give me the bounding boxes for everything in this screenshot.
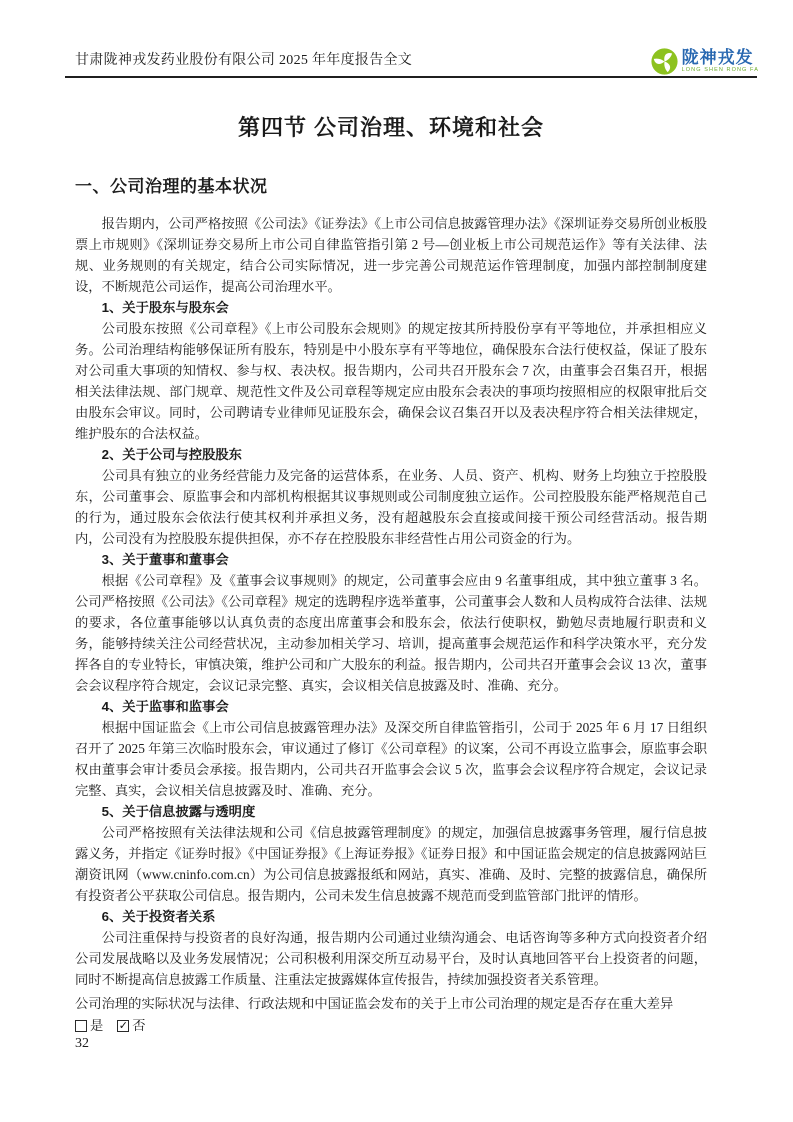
- body-paragraph: 根据中国证监会《上市公司信息披露管理办法》及深交所自律监管指引，公司于 2025 年 6 月 17 日组织召开了 2025 年第三次临时股东会，审议通过了修订《公司章程》的议案，公司不再设立监事会，原监事会职权由董事会审计委员会承接。报告期内，公司共召开监事会会议 5 次，监事会会议程序符合规定，会议记录完整、真实，会议相关信息披露及时、准确、充分。: [75, 720, 707, 798]
- checkbox-yes[interactable]: [75, 1015, 103, 1036]
- logo-company-name-en: LONG SHEN RONG FA: [681, 67, 759, 74]
- checkbox-yes-icon[interactable]: [75, 1020, 87, 1032]
- body-paragraph: 公司注重保持与投资者的良好沟通，报告期内公司通过业绩沟通会、电话咨询等多种方式向投资者介绍公司发展战略以及业务发展情况；公司积极利用深交所互动易平台，及时认真地回答平台上投资者的问题，同时不断提高信息披露工作质量、注重法定披露媒体宣传报告，持续加强投资者关系管理。: [75, 930, 707, 987]
- logo-pinwheel-icon: [651, 48, 678, 75]
- chapter-title: 第四节 公司治理、环境和社会: [237, 115, 545, 140]
- body-paragraph: 公司股东按照《公司章程》《上市公司股东会规则》的规定按其所持股份享有平等地位，并承担相应义务。公司治理结构能够保证所有股东，特别是中小股东享有平等地位，确保股东合法行使权益，保证了股东对公司重大事项的知情权、参与权、表决权。报告期内，公司共召开股东会 7 次，由董事会召集召开，根据相关法律法规、部门规章、规范性文件及公司章程等规定应由股东会表决的事项均按照相应的权限审批后交由股东会审议。同时，公司聘请专业律师见证股东会，确保会议召集召开以及表决程序符合相关法律规定，维护股东的合法权益。: [75, 321, 707, 441]
- logo-company-name: 陇神戎发: [681, 48, 754, 68]
- page-number: 32: [75, 1036, 89, 1051]
- body-paragraph: 公司严格按照有关法律法规和公司《信息披露管理制度》的规定，加强信息披露事务管理，履行信息披露义务，并指定《证券时报》《中国证券报》《上海证券报》《证券日报》和中国证监会规定的信息披露网站巨潮资讯网（www.cninfo.com.cn）为公司信息披露报纸和网站，真实、准确、及时、完整的披露信息，确保所有投资者公平获取公司信息。报告期内，公司未发生信息披露不规范而受到监管部门批评的情形。: [75, 825, 707, 903]
- body-paragraph: 公司具有独立的业务经营能力及完备的运营体系，在业务、人员、资产、机构、财务上均独立于控股股东，公司董事会、原监事会和内部机构根据其议事规则或公司制度独立运作。公司控股股东能严格规范自己的行为，通过股东会依法行使其权利并承担义务，没有超越股东会直接或间接干预公司经营活动。报告期内，公司没有为控股股东提供担保，亦不存在控股股东非经营性占用公司资金的行为。: [75, 468, 707, 546]
- document-body: [75, 106, 707, 1036]
- content-blocks: [75, 213, 707, 1014]
- sub-heading: 3、关于董事和董事会: [101, 552, 229, 567]
- sub-heading: 4、关于监事和监事会: [101, 699, 229, 714]
- body-paragraph: 根据《公司章程》及《董事会议事规则》的规定，公司董事会应由 9 名董事组成，其中独立董事 3 名。公司严格按照《公司法》《公司章程》规定的选聘程序选举董事，公司董事会人数和人员构成符合法律、法规的要求，各位董事能够以认真负责的态度出席董事会和股东会，依法行使职权，勤勉尽责地履行职责和义务，能够持续关注公司经营状况，主动参加相关学习、培训，提高董事会规范运作和科学决策水平，充分发挥各自的专业特长，审慎决策，维护公司和广大股东的利益。报告期内，公司共召开董事会会议 13 次，董事会会议程序符合规定，会议记录完整、真实，会议相关信息披露及时、准确、充分。: [75, 573, 707, 693]
- checkbox-no[interactable]: [117, 1015, 145, 1036]
- page-header: [0, 0, 793, 78]
- sub-heading: 2、关于公司与控股股东: [101, 447, 242, 462]
- checkbox-no-icon[interactable]: ✓: [118, 1018, 128, 1032]
- yes-no-checkline: [75, 1015, 707, 1036]
- section-heading: 一、公司治理的基本状况: [75, 177, 268, 196]
- checkbox-yes-label: 是: [90, 1018, 104, 1033]
- plain-paragraph: 公司治理的实际状况与法律、行政法规和中国证监会发布的关于上市公司治理的规定是否存在重大差异: [75, 996, 674, 1011]
- header-divider: [65, 76, 757, 78]
- sub-heading: 5、关于信息披露与透明度: [101, 804, 256, 819]
- body-paragraph: 报告期内，公司严格按照《公司法》《证券法》《上市公司信息披露管理办法》《深圳证券交易所创业板股票上市规则》《深圳证券交易所上市公司自律监管指引第 2 号—创业板上市公司规范运作》等有关法律、法规、业务规则的有关规定，结合公司实际情况，进一步完善公司规范运作管理制度，加强内部控制制度建设，不断规范公司运作，提高公司治理水平。: [75, 216, 707, 294]
- report-header-title: 甘肃陇神戎发药业股份有限公司 2025 年年度报告全文: [75, 53, 413, 68]
- checkbox-no-label: 否: [132, 1018, 146, 1033]
- sub-heading: 1、关于股东与股东会: [101, 300, 229, 315]
- sub-heading: 6、关于投资者关系: [101, 909, 216, 924]
- company-logo: [651, 48, 759, 75]
